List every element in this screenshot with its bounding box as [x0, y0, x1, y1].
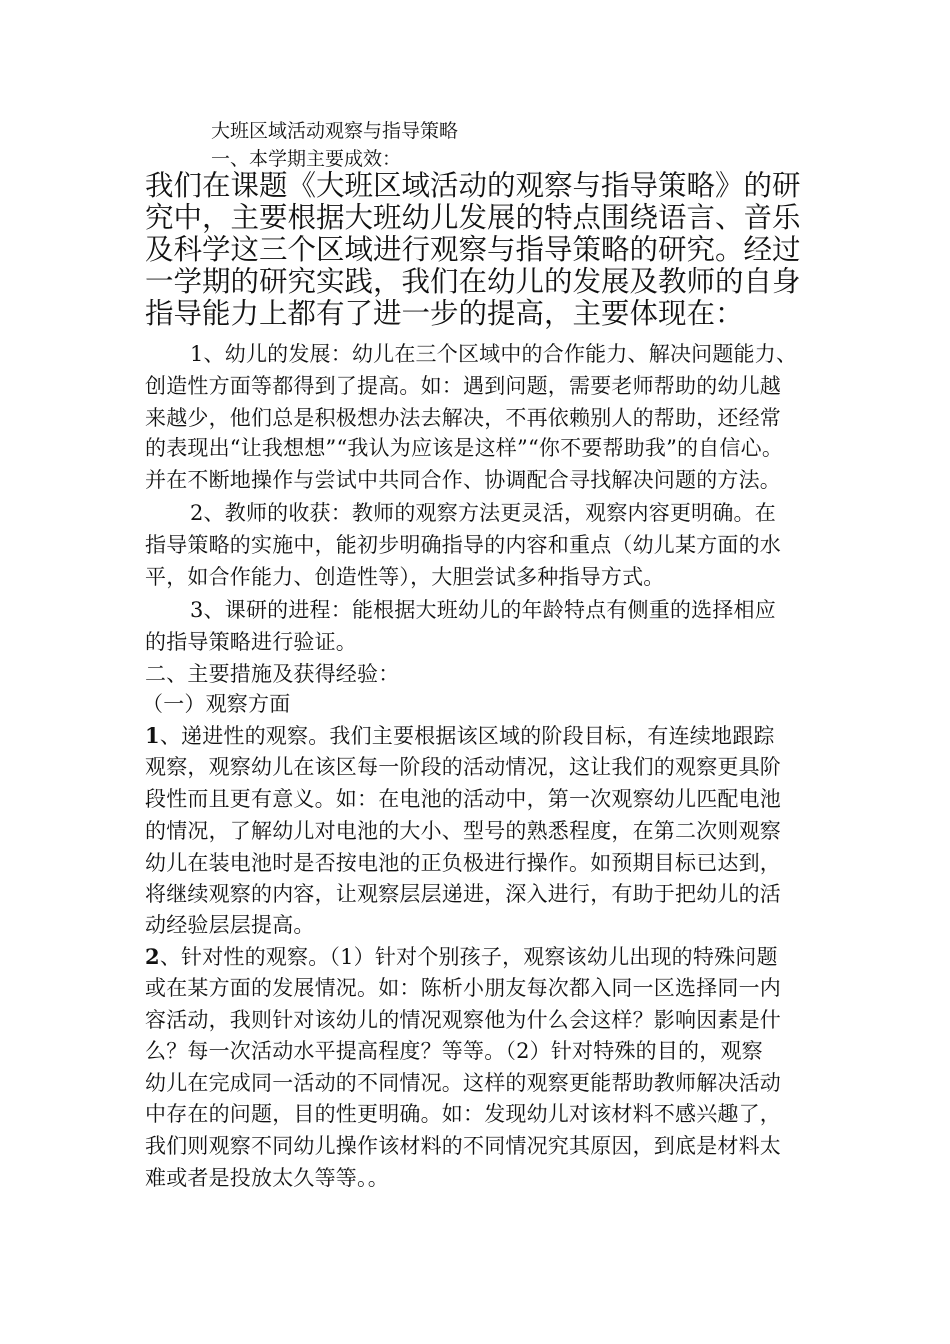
item1-line: 观察，观察幼儿在该区每一阶段的活动情况，这让我们的观察更具阶 — [145, 755, 781, 779]
point1-line: 来越少，他们总是积极想办法去解决，不再依赖别人的帮助，还经常 — [145, 406, 781, 430]
item2-line: 难或者是投放太久等等。。 — [145, 1166, 389, 1190]
item2-line: 么？每一次活动水平提高程度？等等。（2）针对特殊的目的，观察 — [145, 1039, 763, 1063]
point2-line: 2、教师的收获：教师的观察方法更灵活，观察内容更明确。在 — [190, 501, 776, 525]
point1-line: 1、幼儿的发展：幼儿在三个区域中的合作能力、解决问题能力、 — [190, 342, 798, 366]
intro-line: 我们在课题《大班区域活动的观察与指导策略》的研 — [145, 169, 801, 202]
intro-line: 及科学这三个区域进行观察与指导策略的研究。经过 — [145, 233, 801, 266]
item1-first-line — [145, 725, 775, 747]
item2-line: 、针对性的观察。（1）针对个别孩子，观察该幼儿出现的特殊问题 — [159, 945, 778, 969]
item2-number: 2 — [145, 944, 160, 969]
point2-line: 指导策略的实施中，能初步明确指导的内容和重点（幼儿某方面的水 — [145, 533, 781, 557]
section1-heading: 一、本学期主要成效： — [211, 148, 402, 170]
item2-line: 中存在的问题，目的性更明确。如：发现幼儿对该材料不感兴趣了， — [145, 1102, 781, 1126]
item1-line: 动经验层层提高。 — [145, 913, 315, 937]
item1-line: 幼儿在装电池时是否按电池的正负极进行操作。如预期目标已达到， — [145, 851, 781, 875]
intro-line: 指导能力上都有了进一步的提高，主要体现在： — [145, 297, 744, 330]
point3-line: 的指导策略进行验证。 — [145, 630, 357, 654]
item1-line: 的情况，了解幼儿对电池的大小、型号的熟悉程度，在第二次则观察 — [145, 819, 781, 843]
item1-line: 段性而且更有意义。如：在电池的活动中，第一次观察幼儿匹配电池 — [145, 787, 781, 811]
subsection1-heading: （一）观察方面 — [142, 692, 291, 716]
item2-line: 我们则观察不同幼儿操作该材料的不同情况究其原因，到底是材料太 — [145, 1134, 781, 1158]
point1-line: 创造性方面等都得到了提高。如：遇到问题，需要老师帮助的幼儿越 — [145, 374, 781, 398]
item1-number: 1 — [145, 723, 160, 748]
item2-line: 容活动，我则针对该幼儿的情况观察他为什么会这样？影响因素是什 — [145, 1008, 781, 1032]
point1-line: 的表现出“让我想想”“我认为应该是这样”“你不要帮助我”的自信心。 — [145, 436, 784, 460]
item2-line: 或在某方面的发展情况。如：陈析小朋友每次都入同一区选择同一内 — [145, 976, 781, 1000]
intro-line: 究中，主要根据大班幼儿发展的特点围绕语言、音乐 — [145, 201, 801, 234]
intro-line: 一学期的研究实践，我们在幼儿的发展及教师的自身 — [145, 265, 801, 298]
item2-line: 幼儿在完成同一活动的不同情况。这样的观察更能帮助教师解决活动 — [145, 1071, 781, 1095]
item1-line: 、递进性的观察。我们主要根据该区域的阶段目标，有连续地跟踪 — [159, 724, 775, 748]
section2-heading: 二、主要措施及获得经验： — [145, 662, 400, 686]
item2-first-line — [145, 946, 778, 968]
point2-line: 平，如合作能力、创造性等），大胆尝试多种指导方式。 — [145, 565, 665, 589]
item1-line: 将继续观察的内容，让观察层层递进，深入进行，有助于把幼儿的活 — [145, 882, 781, 906]
document-title: 大班区域活动观察与指导策略 — [211, 120, 459, 142]
point1-line: 并在不断地操作与尝试中共同合作、协调配合寻找解决问题的方法。 — [145, 468, 781, 492]
point3-line: 3、课研的进程：能根据大班幼儿的年龄特点有侧重的选择相应 — [190, 598, 776, 622]
